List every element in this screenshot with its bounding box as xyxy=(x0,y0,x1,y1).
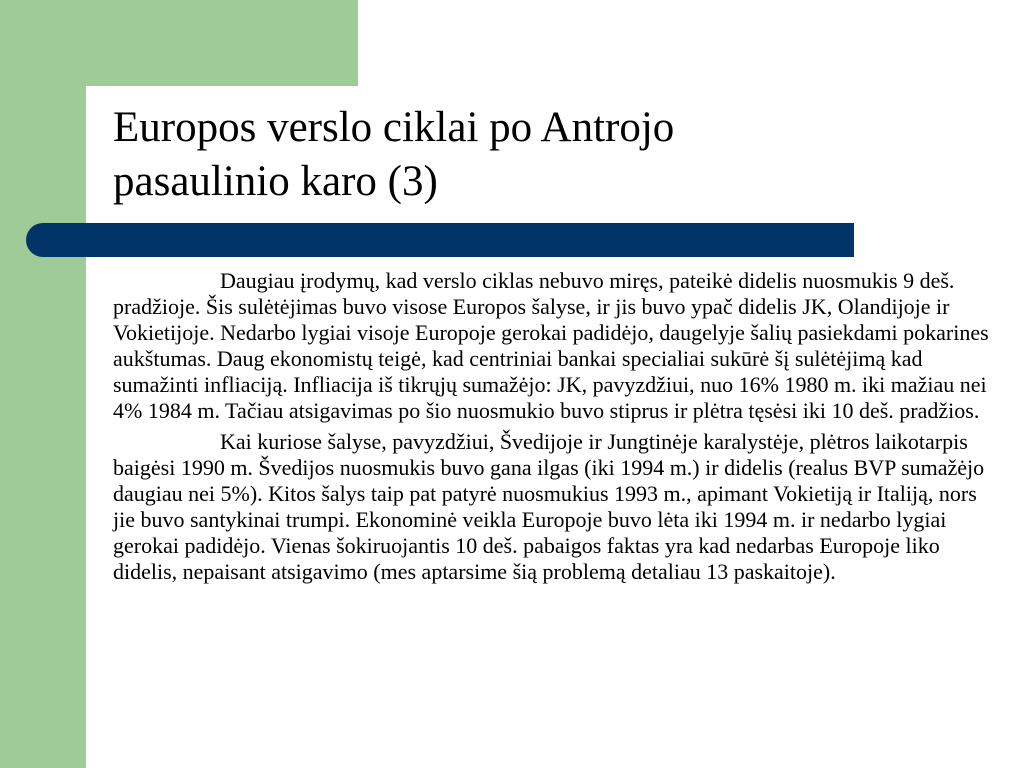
green-left-band xyxy=(0,0,86,768)
body-paragraph-1: Daugiau įrodymų, kad verslo ciklas nebuvo miręs, pateikė didelis nuosmukis 9 deš. pradžioje. Šis sulėtėjimas buvo visose Europos šalyse, ir jis buvo ypač didelis JK, Olandijoje ir Vokietijoje. Nedarbo lygiai visoje Europoje gerokai padidėjo, daugelyje šalių pasiekdami pokarines aukštumas. Daug ekonomistų teigė, kad centriniai bankai specialiai sukūrė šį sulėtėjimą kad sumažinti infliaciją. Infliacija iš tikrųjų sumažėjo: JK, pavyzdžiui, nuo 16% 1980 m. iki mažiau nei 4% 1984 m. Tačiau atsigavimas po šio nuosmukio buvo stiprus ir plėtra tęsėsi iki 10 deš. pradžios. xyxy=(113,268,989,423)
slide-title-line-2: pasaulinio karo (3) xyxy=(113,158,438,205)
title-divider-bar xyxy=(26,223,854,257)
green-top-band xyxy=(0,0,358,86)
slide-body xyxy=(113,268,1003,590)
body-paragraph-2: Kai kuriose šalyse, pavyzdžiui, Švedijoje ir Jungtinėje karalystėje, plėtros laikotarpis baigėsi 1990 m. Švedijos nuosmukis buvo gana ilgas (iki 1994 m.) ir didelis (realus BVP sumažėjo daugiau nei 5%). Kitos šalys taip pat patyrė nuosmukius 1993 m., apimant Vokietiją ir Italiją, nors jie buvo santykinai trumpi. Ekonominė veikla Europoje buvo lėta iki 1994 m. ir nedarbo lygiai gerokai padidėjo. Vienas šokiruojantis 10 deš. pabaigos faktas yra kad nedarbas Europoje liko didelis, nepaisant atsigavimo (mes aptarsime šią problemą detaliau 13 paskaitoje). xyxy=(113,429,985,584)
slide-title xyxy=(113,101,913,209)
slide-title-line-1: Europos verslo ciklai po Antrojo xyxy=(113,104,675,151)
